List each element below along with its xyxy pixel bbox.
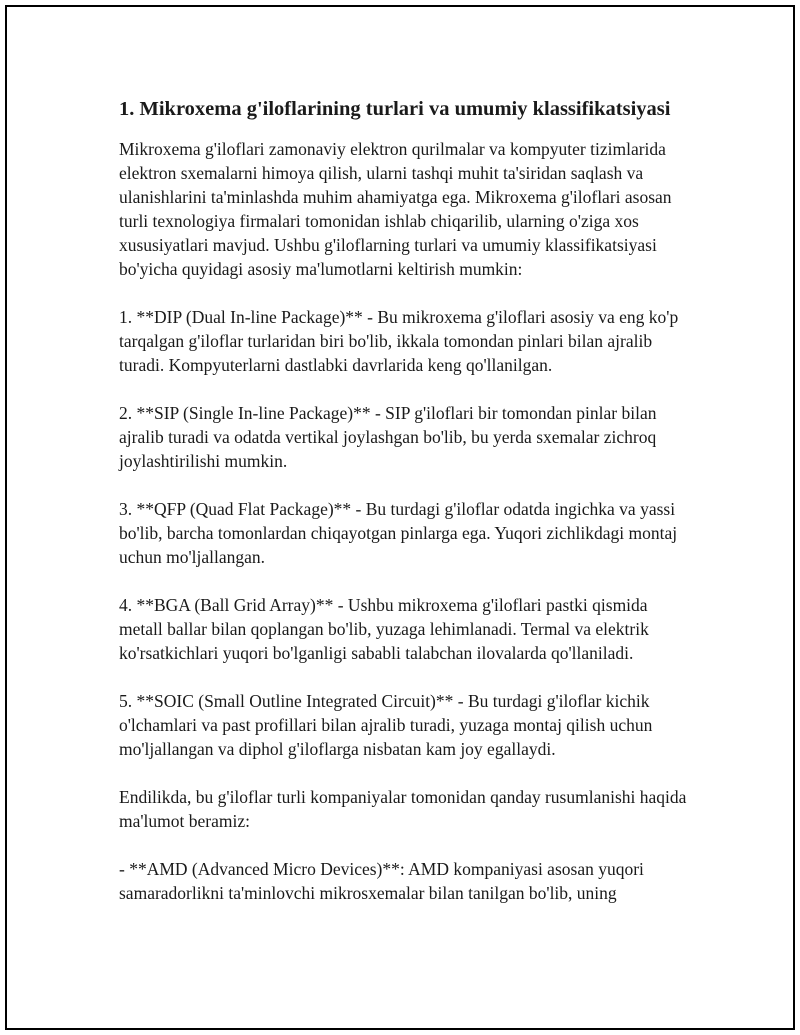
paragraph-amd: - **AMD (Advanced Micro Devices)**: AMD kompaniyasi asosan yuqori samaradorlikni ta'minlovchi mikrosxemalar bilan tanilgan bo'lib, uning xyxy=(119,859,644,903)
paragraph-dip: 1. **DIP (Dual In-line Package)** - Bu mikroxema g'iloflari asosiy va eng ko'p tarqalgan g'iloflar turlaridan biri bo'lib, ikkala tomondan pinlari bilan ajralib turadi. Kompyuterlarni dastlabki davrlarida keng qo'llanilgan. xyxy=(119,307,679,375)
paragraph-qfp: 3. **QFP (Quad Flat Package)** - Bu turdagi g'iloflar odatda ingichka va yassi bo'lib, barcha tomonlardan chiqayotgan pinlarga ega. Yuqori zichlikdagi montaj uchun mo'ljallangan. xyxy=(119,499,678,567)
document-page xyxy=(5,5,795,1030)
intro-paragraph: Mikroxema g'iloflari zamonaviy elektron qurilmalar va kompyuter tizimlarida elektron sxemalarni himoya qilish, ularni tashqi muhit ta'siridan saqlash va ulanishlarini ta'minlashda muhim ahamiyatga ega. Mikroxema g'iloflari asosan turli texnologiya firmalari tomonidan ishlab chiqarilib, ularning o'ziga xos xususiyatlari mavjud. Ushbu g'iloflarning turlari va umumiy klassifikatsiyasi bo'yicha quyidagi asosiy ma'lumotlarni keltirish mumkin: xyxy=(119,139,672,279)
paragraph-companies-intro: Endilikda, bu g'iloflar turli kompaniyalar tomonidan qanday rusumlanishi haqida ma'lumot beramiz: xyxy=(119,787,687,831)
document-body xyxy=(119,95,687,929)
section-heading: 1. Mikroxema g'iloflarining turlari va umumiy klassifikatsiyasi xyxy=(119,98,671,120)
paragraph-sip: 2. **SIP (Single In-line Package)** - SIP g'iloflari bir tomondan pinlar bilan ajralib turadi va odatda vertikal joylashgan bo'lib, bu yerda sxemalar zichroq joylashtirilishi mumkin. xyxy=(119,403,657,471)
paragraph-soic: 5. **SOIC (Small Outline Integrated Circuit)** - Bu turdagi g'iloflar kichik o'lchamlari va past profillari bilan ajralib turadi, yuzaga montaj qilish uchun mo'ljallangan va diphol g'iloflarga nisbatan kam joy egallaydi. xyxy=(119,691,653,759)
paragraph-bga: 4. **BGA (Ball Grid Array)** - Ushbu mikroxema g'iloflari pastki qismida metall ballar bilan qoplangan bo'lib, yuzaga lehimlanadi. Termal va elektrik ko'rsatkichlari yuqori bo'lganligi sababli talabchan ilovalarda qo'llaniladi. xyxy=(119,595,649,663)
